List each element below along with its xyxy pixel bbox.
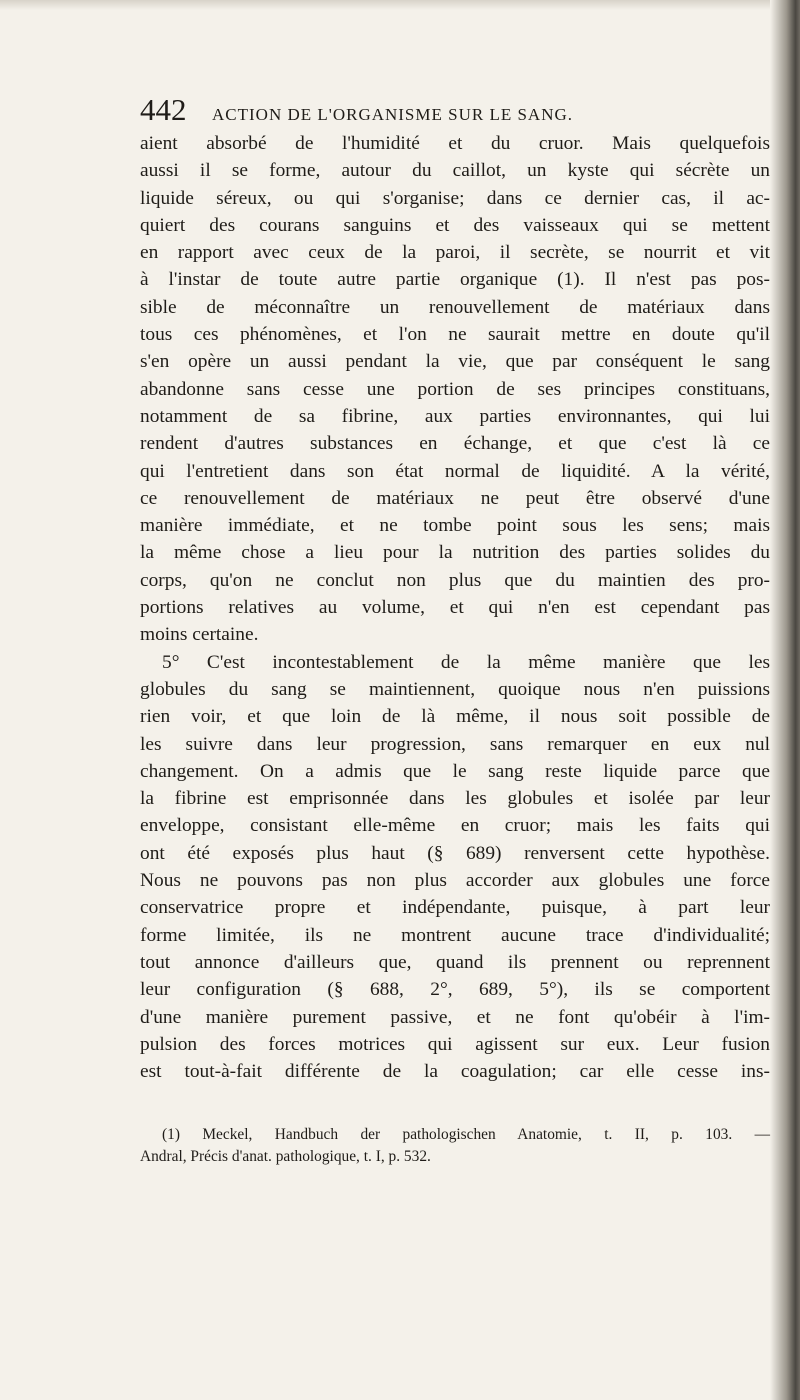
text-line: moins certaine. — [140, 624, 259, 646]
text-line: est tout-à-fait différente de la coagulation; car elle cesse ins- — [140, 1061, 770, 1083]
text-line: ce renouvellement de matériaux ne peut être observé d'une — [140, 487, 770, 509]
text-line: quiert des courans sanguins et des vaisseaux qui se mettent — [140, 214, 770, 236]
text-line: 5° C'est incontestablement de la même manière que les — [162, 651, 770, 673]
text-line: d'une manière purement passive, et ne font qu'obéir à l'im- — [140, 1006, 770, 1028]
page-header — [140, 92, 770, 130]
text-line: pulsion des forces motrices qui agissent sur eux. Leur fusion — [140, 1033, 770, 1055]
text-line: aient absorbé de l'humidité et du cruor. Mais quelquefois — [140, 133, 770, 154]
text-line: enveloppe, consistant elle-même en cruor; mais les faits qui — [140, 815, 770, 837]
text-line: corps, qu'on ne conclut non plus que du maintien des pro- — [140, 569, 770, 591]
body-text — [140, 130, 770, 1085]
text-line: liquide séreux, ou qui s'organise; dans ce dernier cas, il ac- — [140, 187, 770, 209]
text-line: changement. On a admis que le sang reste liquide parce que — [140, 760, 770, 782]
book-page — [140, 92, 770, 1168]
scan-edge-top — [0, 0, 800, 10]
text-line: Nous ne pouvons pas non plus accorder aux globules une force — [140, 870, 770, 892]
text-line: abandonne sans cesse une portion de ses principes constituans, — [140, 378, 770, 400]
text-line: tout annonce d'ailleurs que, quand ils prennent ou reprennent — [140, 951, 770, 973]
text-line: forme limitée, ils ne montrent aucune trace d'individualité; — [140, 924, 770, 946]
text-line: rien voir, et que loin de là même, il nous soit possible de — [140, 706, 770, 728]
text-line: portions relatives au volume, et qui n'en est cependant pas — [140, 597, 770, 619]
text-line: les suivre dans leur progression, sans remarquer en eux nul — [140, 733, 770, 755]
footnote-line: Andral, Précis d'anat. pathologique, t. I, p. 532. — [140, 1148, 431, 1166]
footnote-line: (1) Meckel, Handbuch der pathologischen Anatomie, t. II, p. 103. — — [162, 1126, 770, 1144]
page-number: 442 — [140, 92, 187, 127]
scan-edge-right — [770, 0, 800, 1400]
text-line: ont été exposés plus haut (§ 689) renversent cette hypothèse. — [140, 842, 770, 864]
text-line: tous ces phénomènes, et l'on ne saurait mettre en doute qu'il — [140, 324, 770, 346]
text-line: s'en opère un aussi pendant la vie, que par conséquent le sang — [140, 351, 770, 373]
text-line: globules du sang se maintiennent, quoique nous n'en puissions — [140, 678, 770, 700]
text-line: notamment de sa fibrine, aux parties environnantes, qui lui — [140, 405, 770, 427]
running-head: ACTION DE L'ORGANISME SUR LE SANG. — [212, 105, 574, 124]
text-line: la fibrine est emprisonnée dans les globules et isolée par leur — [140, 788, 770, 810]
footnotes — [140, 1124, 770, 1168]
text-line: sible de méconnaître un renouvellement de matériaux dans — [140, 296, 770, 318]
text-line: en rapport avec ceux de la paroi, il secrète, se nourrit et vit — [140, 242, 770, 264]
text-line: conservatrice propre et indépendante, puisque, à part leur — [140, 897, 770, 919]
text-line: rendent d'autres substances en échange, et que c'est là ce — [140, 433, 770, 455]
text-line: qui l'entretient dans son état normal de liquidité. A la vérité, — [140, 460, 770, 482]
text-line: à l'instar de toute autre partie organique (1). Il n'est pas pos- — [140, 269, 770, 291]
text-line: manière immédiate, et ne tombe point sous les sens; mais — [140, 515, 770, 537]
text-line: la même chose a lieu pour la nutrition des parties solides du — [140, 542, 770, 564]
text-line: aussi il se forme, autour du caillot, un kyste qui sécrète un — [140, 160, 770, 182]
text-line: leur configuration (§ 688, 2°, 689, 5°), ils se comportent — [140, 979, 770, 1001]
